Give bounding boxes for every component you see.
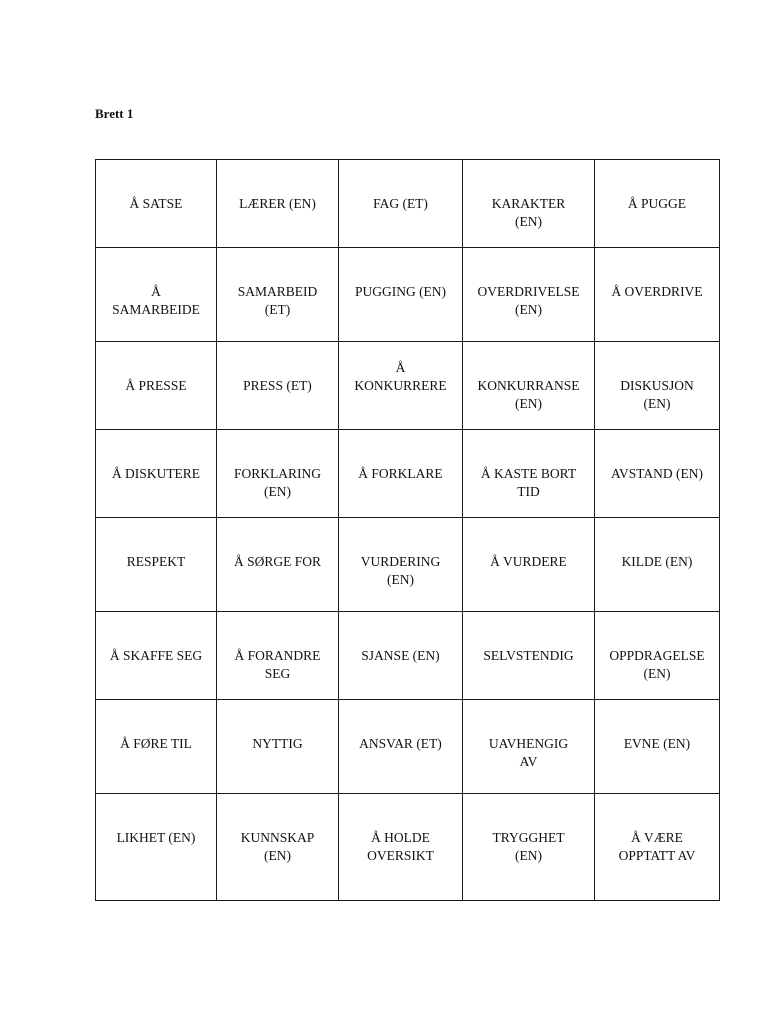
board-cell [339,160,463,248]
board-cell-text: Å SAMARBEIDE [112,284,200,317]
board-cell [463,612,595,700]
board-row [96,794,720,901]
board-cell [96,160,217,248]
board-cell-text: Å KASTE BORT TID [480,466,577,499]
board-cell [595,160,720,248]
board-cell-text: LIKHET (EN) [116,830,196,845]
board-cell [339,518,463,612]
board-cell [96,430,217,518]
board-cell [463,518,595,612]
board-cell-text: KONKURRANSE (EN) [477,378,580,411]
board-cell [96,700,217,794]
board-cell-text: PRESS (ET) [243,378,312,393]
board-cell-text: OVERDRIVELSE (EN) [477,284,580,317]
board-cell [339,794,463,901]
board-cell [595,248,720,342]
board-row [96,342,720,430]
board-row [96,518,720,612]
board-cell [96,794,217,901]
board-cell-text: Å HOLDE OVERSIKT [367,830,434,863]
board-cell [595,794,720,901]
board-cell [96,342,217,430]
board-cell-text: Å FØRE TIL [120,736,192,751]
board-cell [339,612,463,700]
board-cell [595,518,720,612]
board-cell [339,342,463,430]
document-title: Brett 1 [95,106,134,121]
board-cell [463,430,595,518]
board-cell-text: Å FORKLARE [358,466,443,481]
board-cell-text: Å PRESSE [125,378,187,393]
board-row [96,430,720,518]
board-cell [595,700,720,794]
board-cell-text: Å OVERDRIVE [611,284,703,299]
board-cell [217,700,339,794]
word-board-body [96,160,720,901]
board-cell [96,248,217,342]
board-cell [463,700,595,794]
board-row [96,700,720,794]
board-cell-text: Å VURDERE [490,554,567,569]
board-cell-text: SELVSTENDIG [483,648,574,663]
board-cell-text: FORKLARING (EN) [233,466,321,499]
board-cell [595,430,720,518]
board-cell-text: PUGGING (EN) [354,284,447,299]
board-cell-text: VURDERING (EN) [360,554,441,587]
board-cell-text: RESPEKT [126,554,186,569]
board-cell-text: AVSTAND (EN) [610,466,704,481]
board-cell [339,700,463,794]
board-cell-text: SAMARBEID (ET) [237,284,318,317]
board-cell [96,518,217,612]
board-cell-text: Å KONKURRERE [354,360,447,393]
board-cell-text: ANSVAR (ET) [359,736,442,751]
board-cell-text: FAG (ET) [373,196,428,211]
board-cell-text: Å SATSE [129,196,183,211]
board-row [96,160,720,248]
board-cell [96,612,217,700]
board-cell [217,248,339,342]
board-cell-text: LÆRER (EN) [239,196,316,211]
board-cell-text: TRYGGHET (EN) [492,830,565,863]
board-cell-text: Å VÆRE OPPTATT AV [618,830,696,863]
board-cell [217,794,339,901]
board-cell-text: SJANSE (EN) [361,648,440,663]
board-cell-text: Å SKAFFE SEG [109,648,203,663]
board-cell-text: DISKUSJON (EN) [620,378,694,411]
board-cell-text: KARAKTER (EN) [491,196,566,229]
board-cell [463,794,595,901]
board-cell-text: NYTTIG [252,736,303,751]
board-cell-text: Å DISKUTERE [111,466,201,481]
board-cell [463,248,595,342]
board-cell [339,430,463,518]
board-cell-text: Å FORANDRE SEG [234,648,321,681]
board-cell-text: Å SØRGE FOR [233,554,322,569]
board-cell-text: KILDE (EN) [621,554,693,569]
board-cell [217,612,339,700]
board-cell-text: KUNNSKAP (EN) [240,830,315,863]
board-cell-text: EVNE (EN) [623,736,691,751]
board-cell [595,612,720,700]
board-cell [463,342,595,430]
word-board-table [95,159,720,901]
board-cell [217,518,339,612]
board-cell-text: UAVHENGIG AV [488,736,569,769]
board-cell [595,342,720,430]
board-cell [217,160,339,248]
board-cell-text: OPPDRAGELSE (EN) [609,648,705,681]
board-cell [217,430,339,518]
board-cell-text: Å PUGGE [627,196,687,211]
board-cell [339,248,463,342]
board-cell [217,342,339,430]
board-row [96,612,720,700]
board-row [96,248,720,342]
board-cell [463,160,595,248]
